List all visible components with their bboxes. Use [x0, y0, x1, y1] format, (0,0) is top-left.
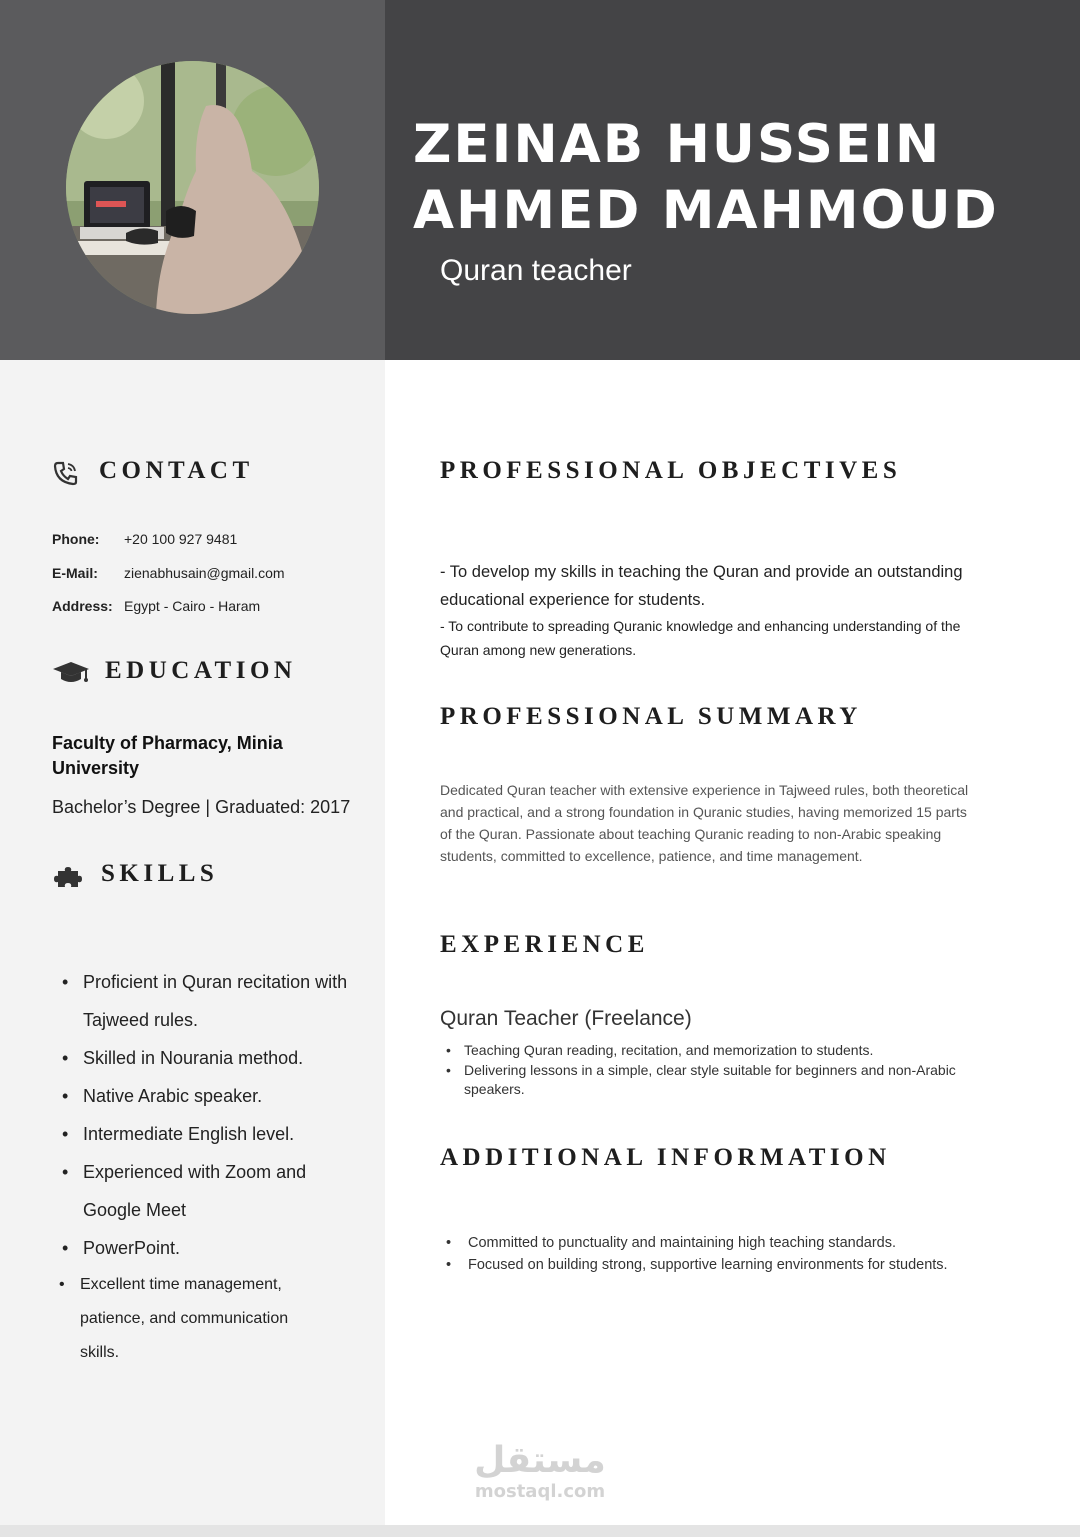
contact-email: [52, 565, 285, 581]
skill-item: • Intermediate English level.: [62, 1115, 352, 1153]
contact-phone: [52, 531, 238, 547]
address-value: Egypt - Cairo - Haram: [124, 598, 261, 614]
skill-item: • PowerPoint.: [62, 1229, 352, 1267]
name-line-1: ZEINAB HUSSEIN: [413, 114, 942, 175]
skill-item: • Excellent time management, patience, and communication skills.: [59, 1268, 329, 1370]
objectives-heading: PROFESSIONAL OBJECTIVES: [440, 457, 902, 484]
skill-item: • Proficient in Quran recitation with Tajweed rules.: [62, 963, 352, 1039]
education-heading: EDUCATION: [105, 657, 297, 684]
phone-icon: [52, 460, 80, 491]
bottom-strip: [0, 1525, 1080, 1537]
watermark-latin: mostaql.com: [474, 1481, 606, 1502]
candidate-name: [413, 112, 1073, 244]
experience-role: Quran Teacher (Freelance): [440, 1007, 692, 1030]
address-label: Address:: [52, 598, 113, 614]
puzzle-icon: [52, 864, 84, 895]
skill-item: • Skilled in Nourania method.: [62, 1039, 352, 1077]
skills-heading: SKILLS: [101, 860, 219, 887]
skills-list: [62, 963, 352, 1267]
experience-item: • Teaching Quran reading, recitation, and memorization to students.: [446, 1041, 986, 1061]
email-label: E-Mail:: [52, 565, 98, 581]
experience-item: • Delivering lessons in a simple, clear style suitable for beginners and non-Arabic speakers.: [446, 1061, 986, 1100]
skill-item: • Experienced with Zoom and Google Meet: [62, 1153, 352, 1229]
skills-list-extra: [59, 1268, 329, 1370]
summary-heading: PROFESSIONAL SUMMARY: [440, 703, 862, 730]
phone-value: +20 100 927 9481: [124, 531, 238, 547]
email-value: zienabhusain@gmail.com: [124, 565, 285, 581]
watermark-arabic: مستقل: [474, 1440, 606, 1481]
skill-item: • Native Arabic speaker.: [62, 1077, 352, 1115]
experience-heading: EXPERIENCE: [440, 931, 649, 958]
additional-item: • Committed to punctuality and maintaining high teaching standards.: [446, 1232, 1006, 1254]
phone-label: Phone:: [52, 531, 100, 547]
profile-photo: [66, 61, 319, 314]
job-title: Quran teacher: [440, 254, 632, 287]
education-school: Faculty of Pharmacy, Minia University: [52, 733, 283, 778]
graduation-cap-icon: [52, 660, 90, 691]
name-line-2: AHMED MAHMOUD: [413, 180, 999, 241]
contact-address: [52, 598, 261, 614]
summary-text: Dedicated Quran teacher with extensive experience in Tajweed rules, both theoretical and practical, and a strong foundation in Quranic studies, having memorized 15 parts of the Quran. Passionate about teaching Quranic reading to non-Arabic speaking students, committed to excellence, patience, and time management.: [440, 782, 969, 864]
objective-1: - To develop my skills in teaching the Quran and provide an outstanding educational experience for students.: [440, 563, 963, 609]
education-degree: Bachelor’s Degree | Graduated: 2017: [52, 797, 351, 817]
watermark: [470, 1440, 610, 1502]
additional-list: [446, 1232, 1006, 1276]
experience-list: [446, 1041, 986, 1100]
contact-heading: CONTACT: [99, 457, 254, 484]
objective-2: - To contribute to spreading Quranic knowledge and enhancing understanding of the Quran among new generations.: [440, 618, 961, 658]
additional-heading: ADDITIONAL INFORMATION: [440, 1144, 891, 1171]
additional-item: • Focused on building strong, supportive learning environments for students.: [446, 1254, 1006, 1276]
